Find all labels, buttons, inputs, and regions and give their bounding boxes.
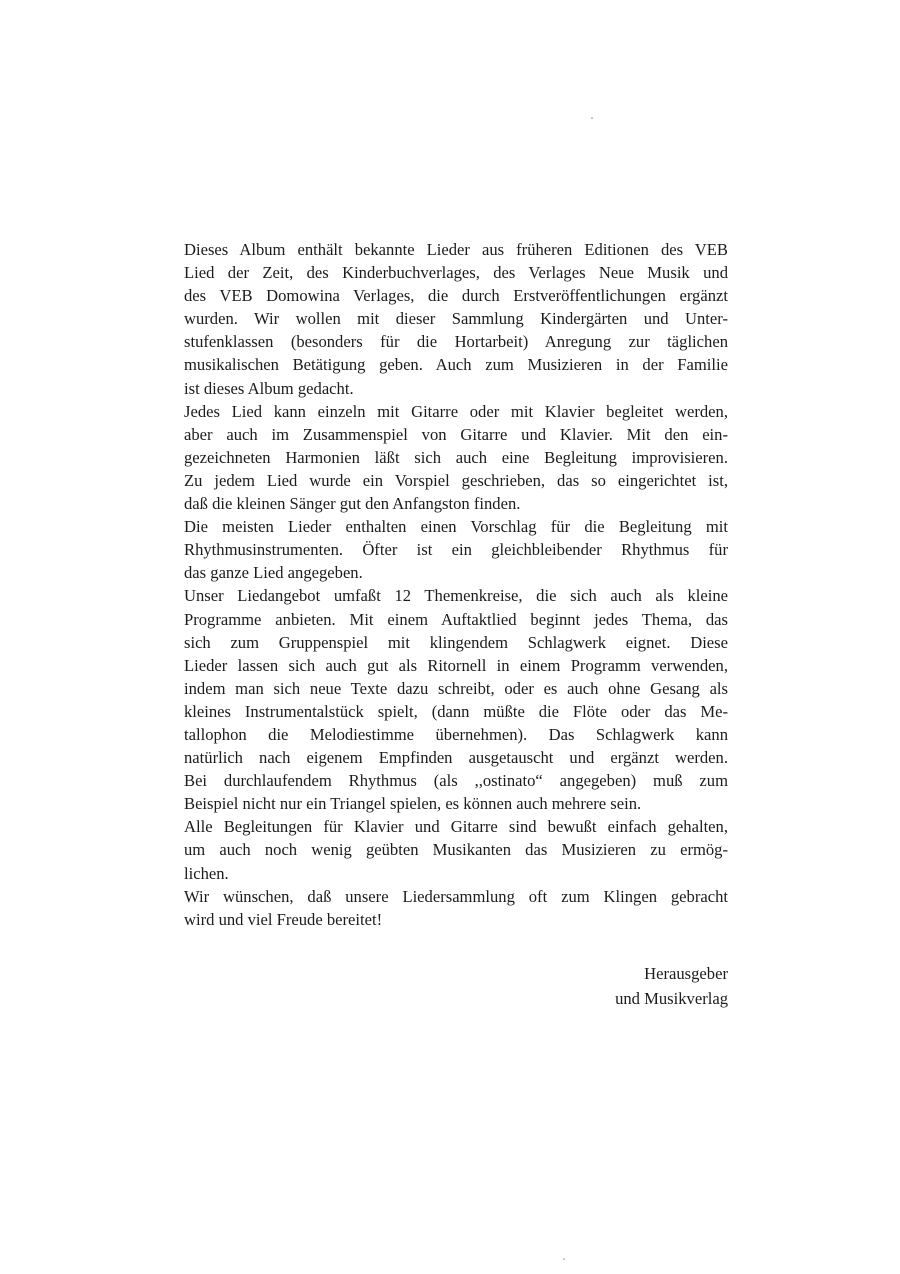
text-line: Rhythmusinstrumenten. Öfter ist ein gleichbleibender Rhythmus für xyxy=(184,540,728,560)
signature-line-publisher: Herausgeber xyxy=(644,964,728,983)
text-line: musikalischen Betätigung geben. Auch zum Musizieren in der Familie xyxy=(184,355,728,375)
signature-line-music-publisher: und Musikverlag xyxy=(615,988,728,1008)
paragraph xyxy=(184,885,728,931)
text-line: wurden. Wir wollen mit dieser Sammlung Kindergärten und Unter- xyxy=(184,309,728,329)
text-line: Lieder lassen sich auch gut als Ritornell in einem Programm verwenden, xyxy=(184,655,728,675)
text-line: lichen. xyxy=(184,863,229,883)
paragraph xyxy=(184,238,728,400)
signature-block xyxy=(428,962,728,1011)
text-line: gezeichneten Harmonien läßt sich auch eine Begleitung improvisieren. xyxy=(184,447,728,467)
text-line: Beispiel nicht nur ein Triangel spielen, es können auch mehrere sein. xyxy=(184,794,642,814)
text-line: indem man sich neue Texte dazu schreibt, oder es auch ohne Gesang als xyxy=(184,678,728,698)
text-line: Zu jedem Lied wurde ein Vorspiel geschrieben, das so eingerichtet ist, xyxy=(184,470,728,490)
paragraph xyxy=(184,400,728,515)
text-line: um auch noch wenig geübten Musikanten das Musizieren zu ermög- xyxy=(184,840,728,860)
text-line: stufenklassen (besonders für die Hortarbeit) Anregung zur täglichen xyxy=(184,332,728,352)
text-line: Bei durchlaufendem Rhythmus (als ,,ostinato“ angegeben) muß zum xyxy=(184,771,728,791)
text-line: kleines Instrumentalstück spielt, (dann müßte die Flöte oder das Me- xyxy=(184,701,728,721)
text-line: Unser Liedangebot umfaßt 12 Themenkreise, die sich auch als kleine xyxy=(184,586,728,606)
text-line: das ganze Lied angegeben. xyxy=(184,563,363,583)
text-line: Lied der Zeit, des Kinderbuchverlages, des Verlages Neue Musik und xyxy=(184,263,728,283)
text-line: aber auch im Zusammenspiel von Gitarre und Klavier. Mit den ein- xyxy=(184,424,728,444)
text-line: natürlich nach eigenem Empfinden ausgetauscht und ergänzt werden. xyxy=(184,748,728,768)
text-line: wird und viel Freude bereitet! xyxy=(184,909,383,929)
text-line: des VEB Domowina Verlages, die durch Erstveröffentlichungen ergänzt xyxy=(184,286,728,306)
text-line: Jedes Lied kann einzeln mit Gitarre oder mit Klavier begleitet werden, xyxy=(184,401,728,421)
preface-text xyxy=(184,238,728,931)
scan-speck xyxy=(563,1258,565,1260)
text-line: tallophon die Melodiestimme übernehmen). Das Schlagwerk kann xyxy=(184,724,728,744)
paragraph xyxy=(184,515,728,584)
paragraph xyxy=(184,815,728,884)
scan-speck xyxy=(591,117,593,119)
text-line: Programme anbieten. Mit einem Auftaktlied beginnt jedes Thema, das xyxy=(184,609,728,629)
text-line: Wir wünschen, daß unsere Liedersammlung oft zum Klingen gebracht xyxy=(184,886,728,906)
text-line: Alle Begleitungen für Klavier und Gitarre sind bewußt einfach gehalten, xyxy=(184,817,728,837)
paragraph xyxy=(184,584,728,815)
text-line: Die meisten Lieder enthalten einen Vorschlag für die Begleitung mit xyxy=(184,517,728,537)
text-line: sich zum Gruppenspiel mit klingendem Schlagwerk eignet. Diese xyxy=(184,632,728,652)
text-line: ist dieses Album gedacht. xyxy=(184,378,354,398)
text-line: Dieses Album enthält bekannte Lieder aus früheren Editionen des VEB xyxy=(184,240,728,259)
text-line: daß die kleinen Sänger gut den Anfangston finden. xyxy=(184,494,521,514)
